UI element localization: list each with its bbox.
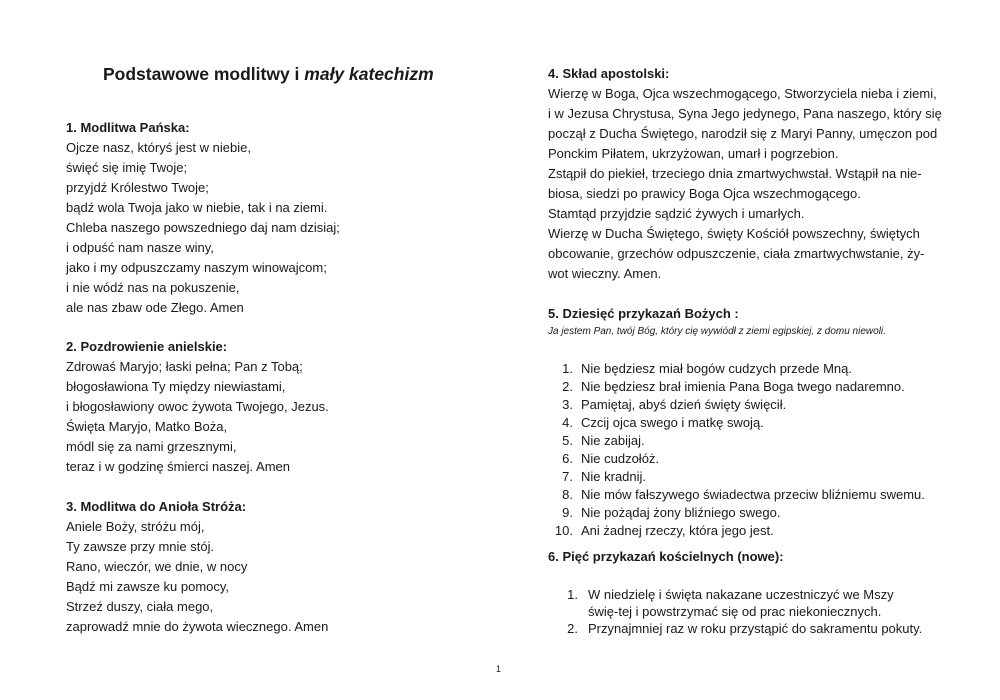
section-heading: 1. Modlitwa Pańska: — [66, 120, 190, 135]
section-heading: 5. Dziesięć przykazań Bożych : — [548, 306, 739, 321]
list-item-number: 7. — [562, 469, 573, 484]
creed-line: i w Jezusa Chrystusa, Syna Jego jedynego, Pana naszego, który się — [548, 106, 942, 121]
prayer-line: jako i my odpuszczamy naszym winowajcom; — [66, 260, 327, 275]
list-item-text: Ani żadnej rzeczy, która jego jest. — [581, 523, 774, 538]
list-item — [548, 586, 926, 620]
title-italic: mały katechizm — [304, 64, 434, 84]
section-guardian-angel — [66, 497, 328, 637]
list-item-text: Nie pożądaj żony bliźniego swego. — [581, 505, 781, 520]
section-heading: 2. Pozdrowienie anielskie: — [66, 339, 228, 354]
list-item — [548, 450, 925, 468]
section-church-precepts — [548, 547, 926, 637]
list-item-text: Nie będziesz miał bogów cudzych przede Mną. — [581, 361, 852, 376]
prayer-line: bądź wola Twoja jako w niebie, tak i na ziemi. — [66, 200, 328, 215]
list-item — [548, 522, 925, 540]
page-title — [103, 64, 434, 85]
precepts-list — [548, 586, 926, 637]
list-item — [548, 414, 925, 432]
list-item-number: 10. — [554, 523, 573, 538]
list-item-number: 6. — [562, 451, 573, 466]
list-item-number: 3. — [562, 397, 573, 412]
creed-line: Zstąpił do piekieł, trzeciego dnia zmartwychwstał. Wstąpił na nie- — [548, 166, 922, 181]
list-item-text: Czcij ojca swego i matkę swoją. — [581, 415, 764, 430]
list-item-text: Pamiętaj, abyś dzień święty święcił. — [581, 397, 787, 412]
list-item-number: 9. — [562, 505, 573, 520]
section-heading: 4. Skład apostolski: — [548, 66, 670, 81]
prayer-lines — [66, 517, 328, 637]
prayer-line: Święta Maryjo, Matko Boża, — [66, 419, 228, 434]
prayer-line: Rano, wieczór, we dnie, w nocy — [66, 559, 248, 574]
page-number: 1 — [496, 664, 502, 674]
list-item-text: Nie zabijaj. — [581, 433, 645, 448]
list-item-number: 8. — [562, 487, 573, 502]
list-item — [548, 620, 926, 637]
prayer-lines — [66, 138, 340, 318]
list-item — [548, 396, 925, 414]
title-main: Podstawowe modlitwy i — [103, 64, 305, 84]
list-item-number: 2. — [567, 621, 578, 636]
list-item-number: 1. — [567, 587, 578, 602]
prayer-line: święć się imię Twoje; — [66, 160, 188, 175]
creed-line: wot wieczny. Amen. — [548, 266, 662, 281]
prayer-line: zaprowadź mnie do żywota wiecznego. Amen — [66, 619, 329, 634]
section-ten-commandments — [548, 304, 925, 540]
list-item-text: W niedzielę i święta nakazane uczestniczyć we Mszy świę-tej i powstrzymać się od prac niekoniecznych. — [588, 587, 894, 619]
list-item — [548, 468, 925, 486]
section-heading: 6. Pięć przykazań kościelnych (nowe): — [548, 549, 784, 564]
prayer-line: przyjdź Królestwo Twoje; — [66, 180, 209, 195]
list-item-text: Przynajmniej raz w roku przystąpić do sakramentu pokuty. — [588, 621, 923, 636]
prayer-line: Ty zawsze przy mnie stój. — [66, 539, 215, 554]
list-item-number: 5. — [562, 433, 573, 448]
prayer-line: Strzeź duszy, ciała mego, — [66, 599, 214, 614]
prayer-line: Chleba naszego powszedniego daj nam dzisiaj; — [66, 220, 340, 235]
prayer-line: i nie wódź nas na pokuszenie, — [66, 280, 240, 295]
creed-line: począł z Ducha Świętego, narodził się z Maryi Panny, umęczon pod — [548, 126, 938, 141]
creed-line: biosa, siedzi po prawicy Boga Ojca wszechmogącego. — [548, 186, 861, 201]
list-item-text: Nie kradnij. — [581, 469, 647, 484]
list-item-text: Nie cudzołóż. — [581, 451, 660, 466]
prayer-line: Bądź mi zawsze ku pomocy, — [66, 579, 230, 594]
section-lords-prayer — [66, 118, 340, 318]
section-apostles-creed — [548, 64, 942, 284]
list-item-number: 1. — [562, 361, 573, 376]
prayer-line: Zdrowaś Maryjo; łaski pełna; Pan z Tobą; — [66, 359, 303, 374]
list-item — [548, 432, 925, 450]
prayer-lines — [66, 357, 329, 477]
creed-line: Stamtąd przyjdzie sądzić żywych i umarłych. — [548, 206, 805, 221]
prayer-line: módl się za nami grzesznymi, — [66, 439, 237, 454]
prayer-line: ale nas zbaw ode Złego. Amen — [66, 300, 244, 315]
creed-lines — [548, 84, 942, 284]
section-hail-mary — [66, 337, 329, 477]
prayer-line: Aniele Boży, stróżu mój, — [66, 519, 205, 534]
list-item-number: 4. — [562, 415, 573, 430]
prayer-line: teraz i w godzinę śmierci naszej. Amen — [66, 459, 290, 474]
creed-line: obcowanie, grzechów odpuszczenie, ciała zmartwychwstanie, ży- — [548, 246, 925, 261]
prayer-line: i błogosławiony owoc żywota Twojego, Jezus. — [66, 399, 329, 414]
prayer-line: Ojcze nasz, któryś jest w niebie, — [66, 140, 251, 155]
prayer-line: i odpuść nam nasze winy, — [66, 240, 214, 255]
list-item — [548, 360, 925, 378]
list-item-text: Nie mów fałszywego świadectwa przeciw bliźniemu swemu. — [581, 487, 925, 502]
section-heading: 3. Modlitwa do Anioła Stróża: — [66, 499, 247, 514]
list-item-text: Nie będziesz brał imienia Pana Boga twego nadaremno. — [581, 379, 905, 394]
list-item — [548, 378, 925, 396]
commandments-list — [548, 360, 925, 540]
creed-line: Wierzę w Ducha Świętego, święty Kościół powszechny, świętych — [548, 226, 920, 241]
creed-line: Wierzę w Boga, Ojca wszechmogącego, Stworzyciela nieba i ziemi, — [548, 86, 937, 101]
prayer-line: błogosławiona Ty między niewiastami, — [66, 379, 286, 394]
creed-line: Ponckim Piłatem, ukrzyżowan, umarł i pogrzebion. — [548, 146, 839, 161]
list-item — [548, 504, 925, 522]
section-subtitle: Ja jestem Pan, twój Bóg, który cię wywiódł z ziemi egipskiej, z domu niewoli. — [548, 326, 886, 337]
list-item — [548, 486, 925, 504]
list-item-number: 2. — [562, 379, 573, 394]
